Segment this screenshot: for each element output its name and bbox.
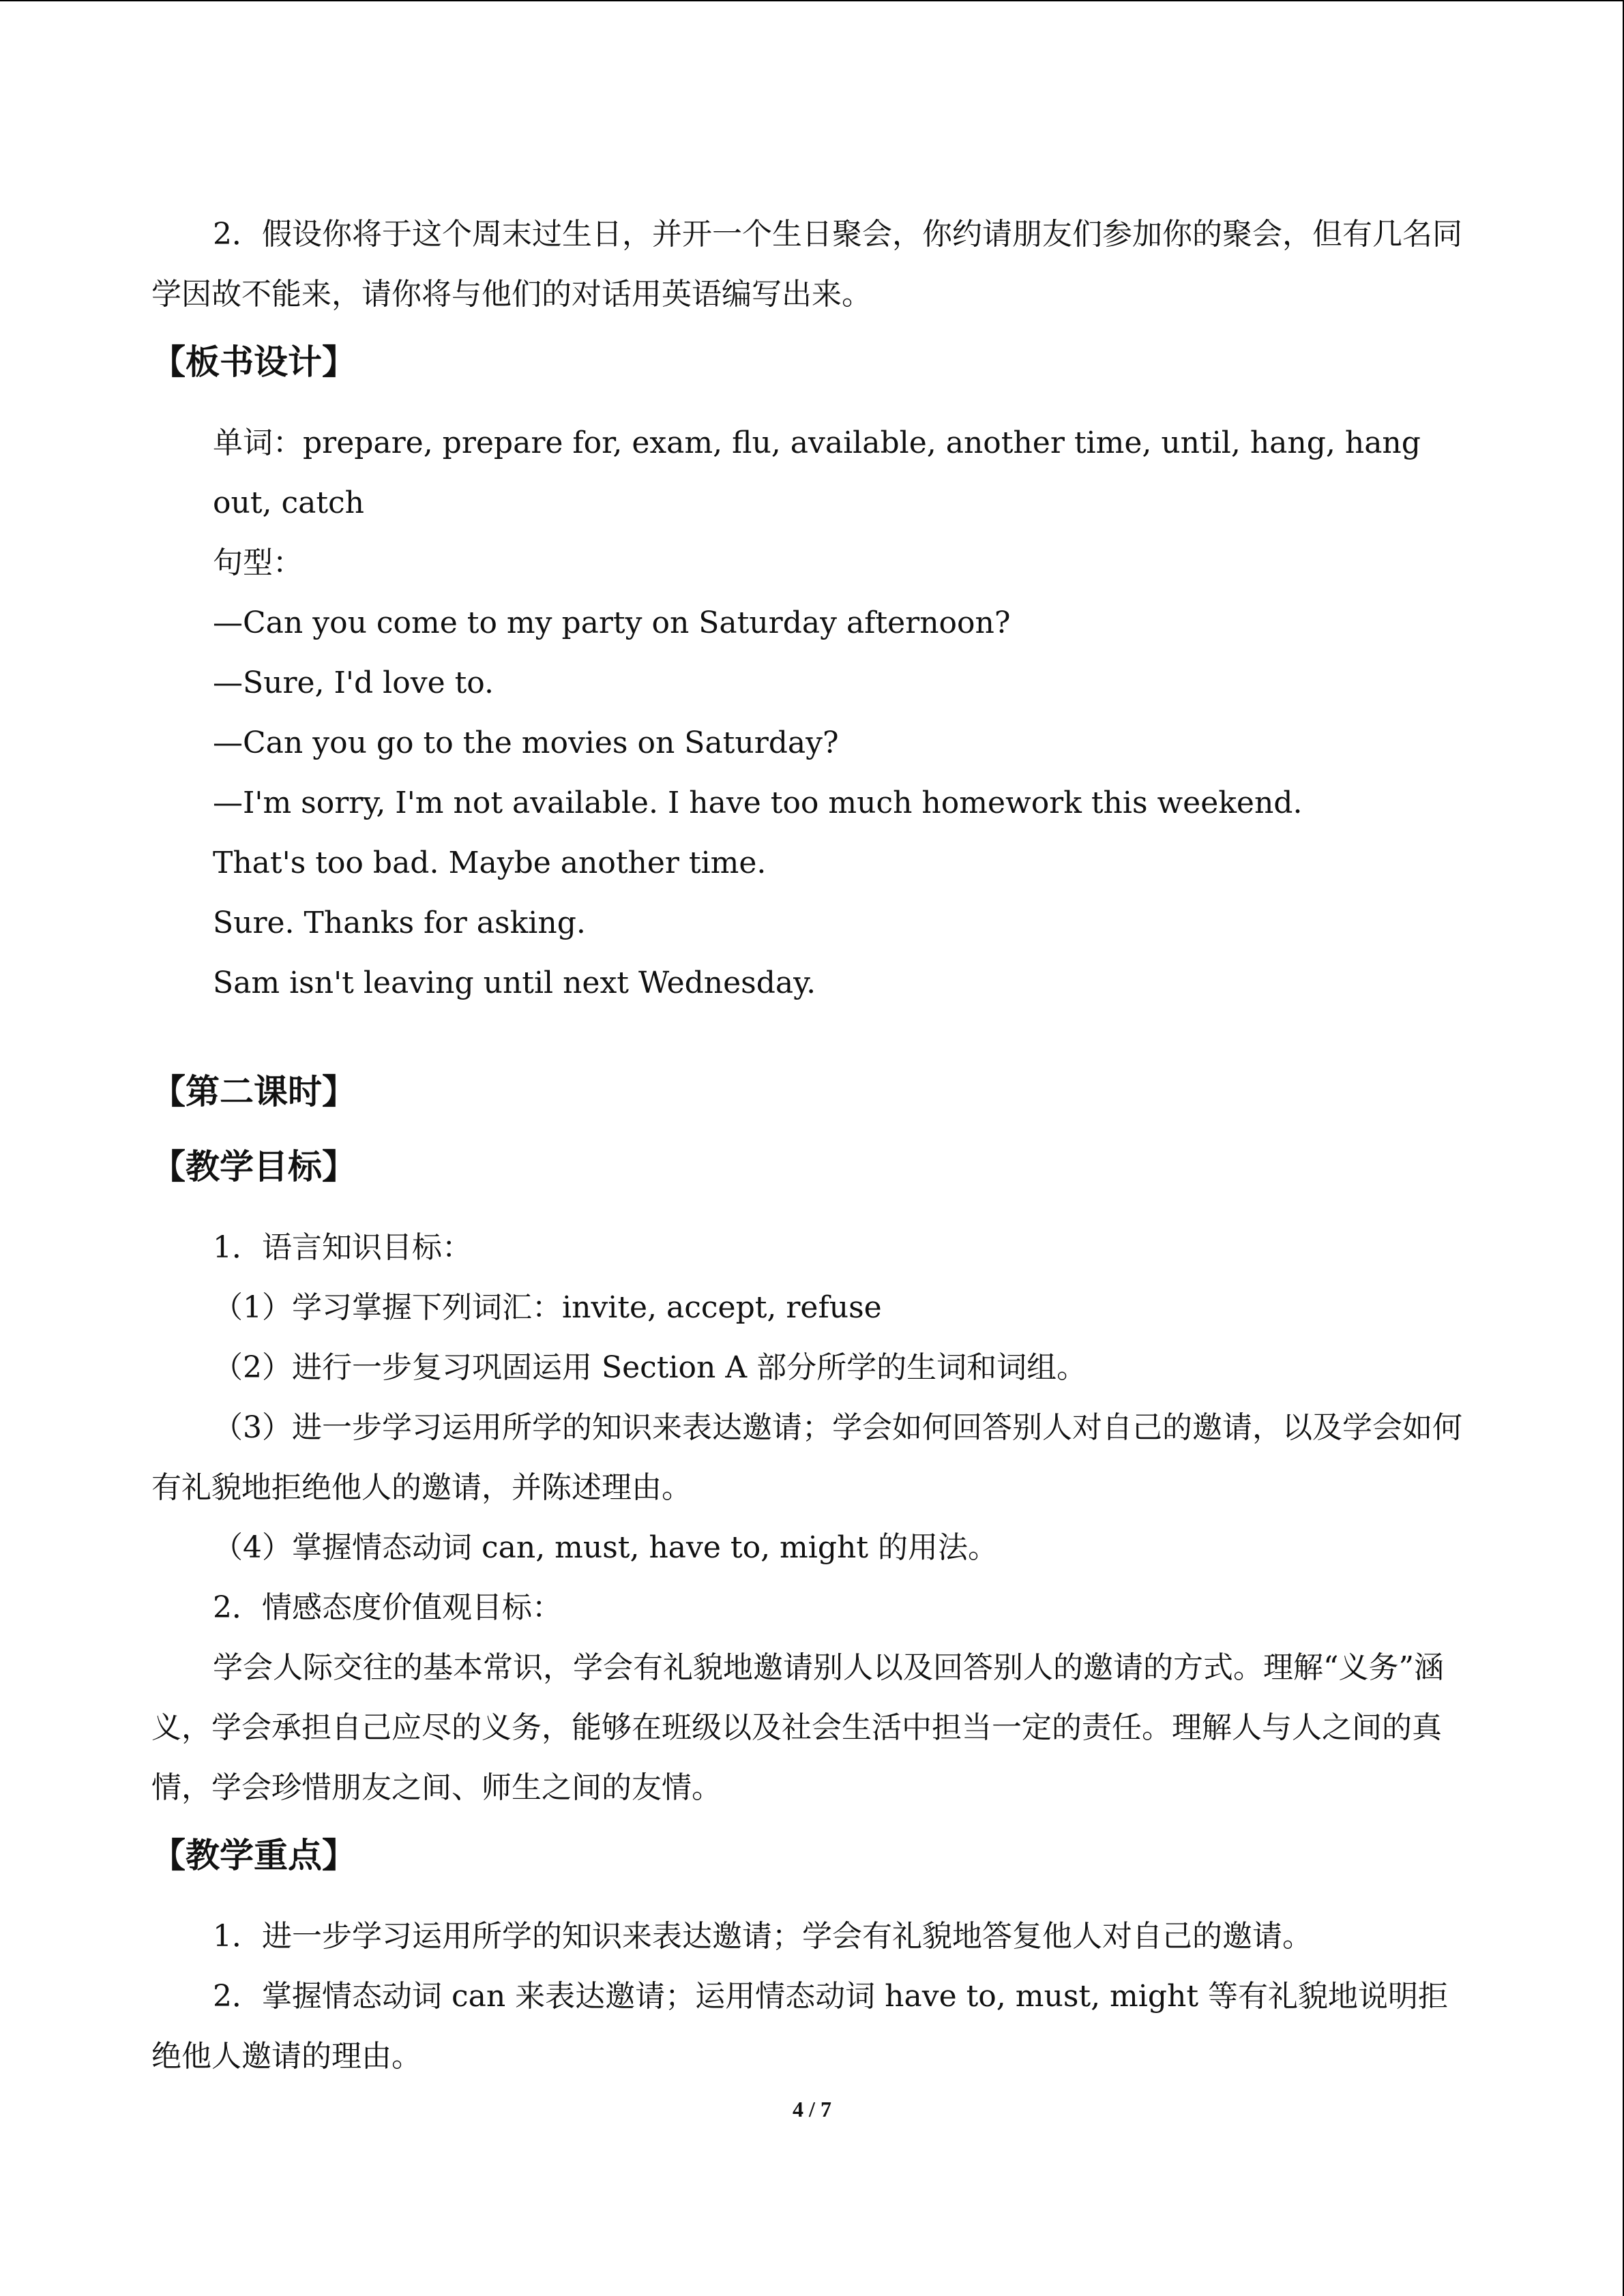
- board-line: Sam isn't leaving until next Wednesday.: [213, 966, 816, 1000]
- board-design-heading: 【板书设计】: [151, 342, 356, 382]
- board-line: —Can you go to the movies on Saturday?: [213, 726, 839, 760]
- page-number: 4 / 7: [793, 2097, 831, 2121]
- goal-2-text: 学会人际交往的基本常识，学会有礼貌地邀请别人以及回答别人的邀请的方式。理解“义务”涵义，学会承担自己应尽的义务，能够在班级以及社会生活中担当一定的责任。理解人与人之间的真情，学会珍惜朋友之间、师生之间的友情。: [151, 1650, 1444, 1805]
- document-body: [151, 205, 1475, 2087]
- board-line: That's too bad. Maybe another time.: [213, 846, 767, 880]
- board-line: —I'm sorry, I'm not available. I have too much homework this weekend.: [213, 786, 1303, 820]
- goal-1-item: （2）进行一步复习巩固运用 Section A 部分所学的生词和词组。: [213, 1350, 1087, 1385]
- task-2-paragraph: 2．假设你将于这个周末过生日，并开一个生日聚会，你约请朋友们参加你的聚会，但有几名同学因故不能来，请你将与他们的对话用英语编写出来。: [151, 217, 1462, 312]
- goal-2-label: 2．情感态度价值观目标：: [213, 1590, 562, 1625]
- goal-1-item: （1）学习掌握下列词汇：invite, accept, refuse: [213, 1290, 882, 1325]
- teaching-focus-heading: 【教学重点】: [151, 1836, 356, 1875]
- board-line: —Sure, I'd love to.: [213, 666, 494, 700]
- focus-item: 2．掌握情态动词 can 来表达邀请；运用情态动词 have to, must, might 等有礼貌地说明拒绝他人邀请的理由。: [151, 1979, 1449, 2074]
- lesson-2-heading: 【第二课时】: [151, 1072, 356, 1112]
- board-words: 单词：prepare, prepare for, exam, flu, available, another time, until, hang, hang out, catch: [213, 426, 1421, 520]
- board-pattern-label: 句型：: [213, 546, 303, 580]
- goal-1-item: （4）掌握情态动词 can, must, have to, might 的用法。: [213, 1530, 999, 1565]
- goal-1-label: 1．语言知识目标：: [213, 1230, 472, 1265]
- board-line: —Can you come to my party on Saturday afternoon?: [213, 606, 1011, 640]
- goal-1-item: （3）进一步学习运用所学的知识来表达邀请；学会如何回答别人对自己的邀请，以及学会如何有礼貌地拒绝他人的邀请，并陈述理由。: [151, 1410, 1462, 1505]
- board-line: Sure. Thanks for asking.: [213, 906, 586, 940]
- focus-item: 1．进一步学习运用所学的知识来表达邀请；学会有礼貌地答复他人对自己的邀请。: [213, 1919, 1312, 1954]
- teaching-goals-heading: 【教学目标】: [151, 1147, 356, 1187]
